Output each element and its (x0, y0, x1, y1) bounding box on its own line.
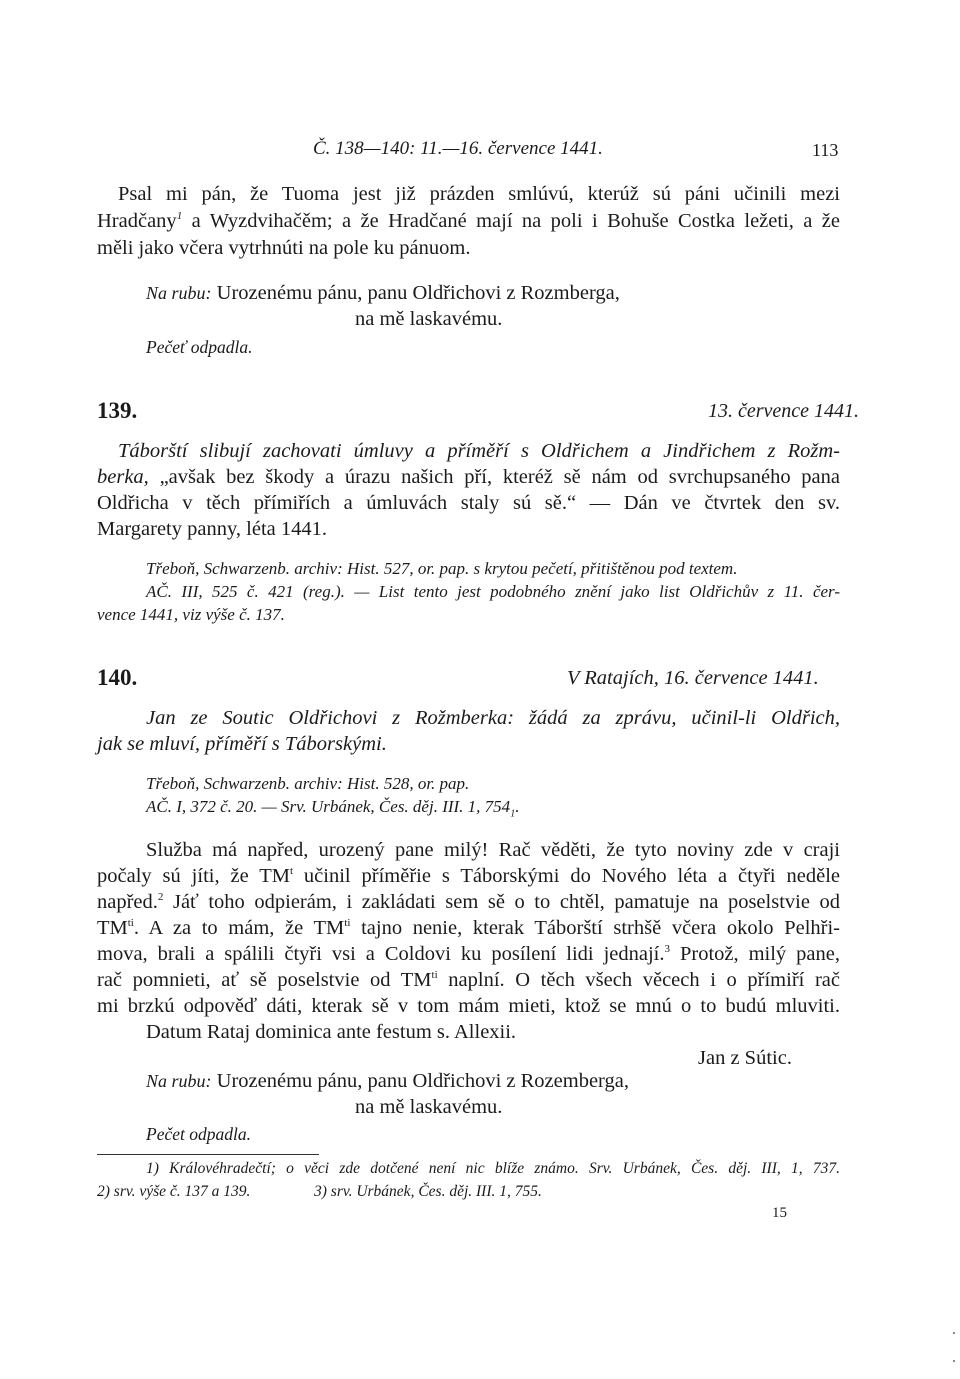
footnote-ref: 1 (176, 210, 183, 223)
source-line: vence 1441, viz výše č. 137. (97, 605, 285, 624)
text-line: Margarety panny, léta 1441. (97, 518, 327, 540)
source-line: Třeboň, Schwarzenb. archiv: Hist. 527, or. pap. s krytou pečetí, přitištěnou pod textem. (146, 559, 738, 578)
seal-note: Pečet odpadla. (146, 1124, 251, 1144)
document-number: 139. (97, 398, 138, 423)
text-line: mova, brali a spálili čtyři vsi a Coldovi ku posílení lidi jednají.$^3$ Protož, milý pane, (97, 943, 840, 965)
text-line: berka, „avšak bez škody a úrazu našich pří, kteréž sě nám od svrchupsaného pana (97, 466, 841, 488)
text-line: Hradčany$^1$ a Wyzdvihačěm; a že Hradčané mají na poli i Bohuše Costka ležeti, a že (97, 210, 841, 232)
text-line: napřed.$^2$ Jáť toho odpierám, i zakládati sem sě o to chtěl, pamatuje na poselstvie od (97, 891, 840, 913)
address-label: Na rubu: (146, 283, 212, 303)
document-date: 13. července 1441. (708, 400, 860, 422)
source-line: AČ. I, 372 č. 20. — Srv. Urbánek, Čes. děj. III. 1, $754_1$. (146, 797, 520, 820)
address-label: Na rubu: (146, 1071, 212, 1091)
text-line: Datum Rataj dominica ante festum s. Allexii. (146, 1021, 517, 1043)
summary-line: Jan ze Soutic Oldřichovi z Rožmberka: žádá za zprávu, učinil-li Oldřich, (146, 707, 840, 729)
footnote: 2) srv. výše č. 137 a 139. (97, 1183, 251, 1200)
scan-speck (953, 1360, 955, 1362)
footnote-divider (97, 1154, 319, 1155)
text-line: Oldřicha v těch přímiřích a úmluvách staly sú sě.“ — Dán ve čtvrtek den sv. (97, 492, 840, 514)
address-line: na mě laskavému. (355, 1096, 503, 1118)
scan-speck (953, 1332, 955, 1334)
seal-note: Pečeť odpadla. (146, 337, 253, 357)
text-line: mi brzkú odpověď dáti, kterak sě v tom mám mieti, ktož se mnú o to budú mluviti. (97, 995, 840, 1017)
document-number: 140. (97, 665, 138, 690)
text-line: rač pomnieti, ať sě poselstvie od $TM^{ti}$ naplní. O těch všech věcech i o přímiří rač (97, 969, 840, 991)
address-line: na mě laskavému. (355, 308, 503, 330)
source-line: Třeboň, Schwarzenb. archiv: Hist. 528, or. pap. (146, 774, 470, 793)
address: Na rubu: Urozenému pánu, panu Oldřichovi z Rozemberga, (146, 1070, 629, 1092)
text-line: Služba má napřed, urozený pane milý! Rač věděti, že tyto noviny zde v craji (146, 839, 840, 861)
signature-mark: 15 (772, 1205, 787, 1221)
signature: Jan z Sútic. (698, 1047, 792, 1069)
summary-line: Táborští slibují zachovati úmluvy a příměří s Oldřichem a Jindřichem z Rožm- (118, 440, 840, 462)
text-line: počaly sú jíti, že $TM^t$ učinil příměřie s Táborskými do Nového léta a čtyři neděle (97, 865, 840, 887)
footnote: 3) srv. Urbánek, Čes. děj. III. 1, 755. (314, 1183, 542, 1200)
address: Na rubu: Urozenému pánu, panu Oldřichovi z Rozmberga, (146, 282, 620, 304)
source-line: AČ. III, 525 č. 421 (reg.). — List tento jest podobného znění jako list Oldřichův z 11. čer- (146, 582, 840, 601)
running-header-title: Č. 138—140: 11.—16. července 1441. (313, 138, 603, 159)
footnote: 1) Královéhradečtí; o věci zde dotčené není nic blíže známo. Srv. Urbánek, Čes. děj. III, 1, 737. (146, 1160, 840, 1177)
document-date: V Ratajích, 16. července 1441. (567, 667, 819, 689)
page-number: 113 (812, 140, 839, 160)
text-line: Psal mi pán, že Tuoma jest již prázden smlúvú, kterúž sú páni učinili mezi (118, 183, 840, 205)
text-line: měli jako včera vytrhnúti na pole ku pánuom. (97, 237, 471, 259)
text-line: $TM^{ti}$. A za to mám, že $TM^{ti}$ tajno nenie, kterak Táborští strhšě včera okolo Pelhři- (97, 917, 840, 939)
summary-line: jak se mluví, příměří s Táborskými. (97, 733, 387, 755)
